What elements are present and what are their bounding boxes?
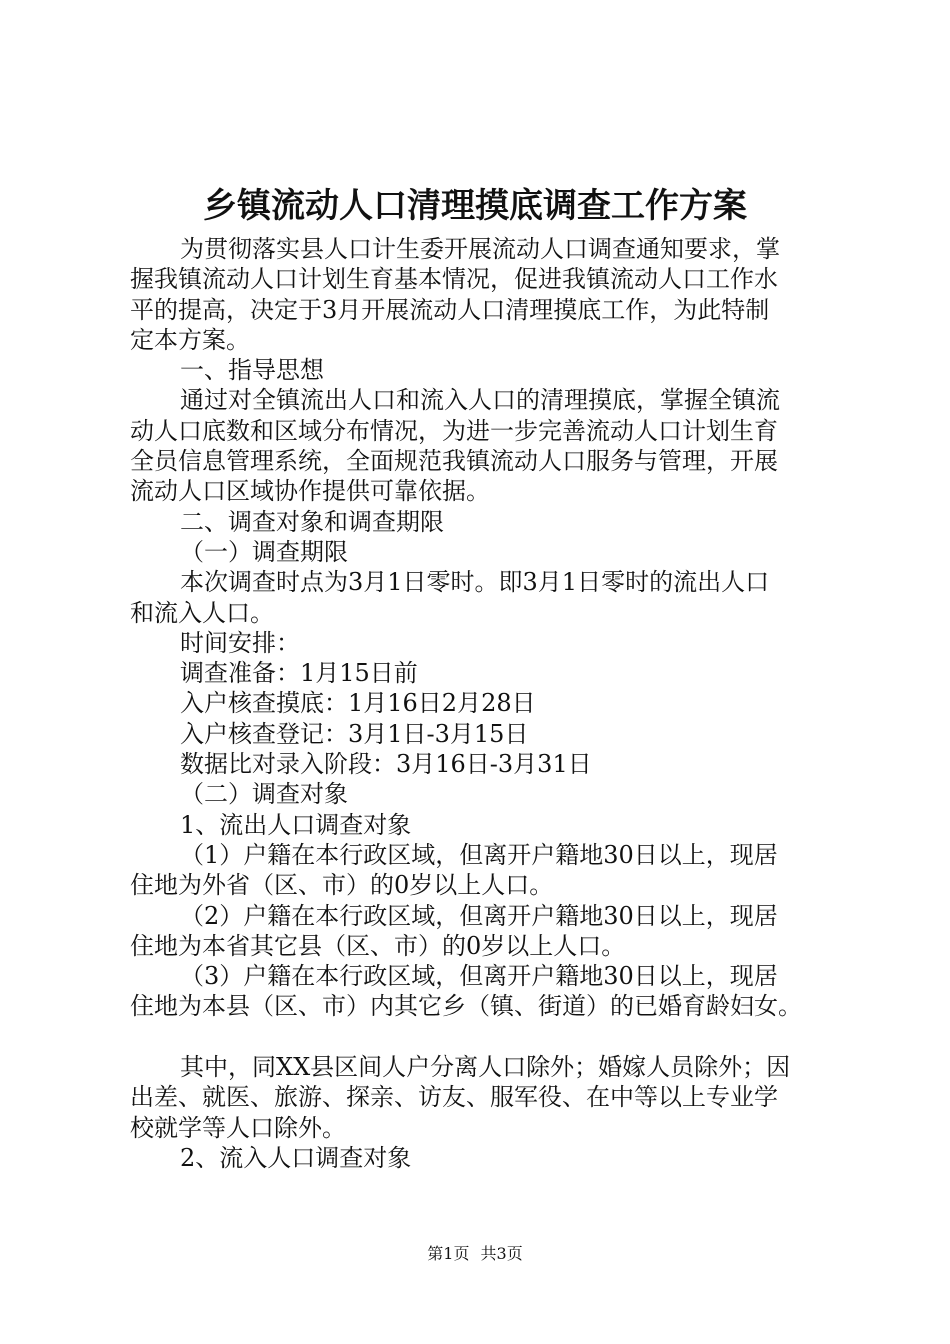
paragraph-line: 住地为本县（区、市）内其它乡（镇、街道）的已婚育龄妇女。 xyxy=(130,992,802,1021)
section-heading: 二、调查对象和调查期限 xyxy=(180,507,444,536)
paragraph-line: 全员信息管理系统，全面规范我镇流动人口服务与管理，开展 xyxy=(130,447,778,476)
page-number: 第1页 xyxy=(427,1244,470,1263)
paragraph-line: （1）户籍在本行政区域，但离开户籍地30日以上，现居 xyxy=(180,840,778,869)
item-heading: 2、流入人口调查对象 xyxy=(180,1143,412,1172)
schedule-item: 数据比对录入阶段：3月16日-3月31日 xyxy=(180,750,592,779)
paragraph-line: 和流入人口。 xyxy=(130,598,274,627)
paragraph-line: 住地为外省（区、市）的0岁以上人口。 xyxy=(130,871,554,900)
paragraph-line: 握我镇流动人口计划生育基本情况，促进我镇流动人口工作水 xyxy=(130,265,778,294)
paragraph-line: 住地为本省其它县（区、市）的0岁以上人口。 xyxy=(130,931,626,960)
paragraph-line: 定本方案。 xyxy=(130,325,250,354)
schedule-item: 入户核查摸底：1月16日2月28日 xyxy=(180,689,536,718)
subsection-heading: （二）调查对象 xyxy=(180,780,348,809)
paragraph-line: 平的提高，决定于3月开展流动人口清理摸底工作，为此特制 xyxy=(130,295,770,324)
schedule-item: 调查准备：1月15日前 xyxy=(180,659,418,688)
paragraph-line: 时间安排： xyxy=(180,628,300,657)
section-heading: 一、指导思想 xyxy=(180,356,324,385)
paragraph-line: 校就学等人口除外。 xyxy=(130,1113,346,1142)
paragraph-line: 为贯彻落实县人口计生委开展流动人口调查通知要求，掌 xyxy=(180,235,780,263)
paragraph-line: （3）户籍在本行政区域，但离开户籍地30日以上，现居 xyxy=(180,962,778,991)
paragraph-line: 其中，同XX县区间人户分离人口除外；婚嫁人员除外；因 xyxy=(180,1053,791,1082)
subsection-heading: （一）调查期限 xyxy=(180,537,348,566)
paragraph-line: 通过对全镇流出人口和流入人口的清理摸底，掌握全镇流 xyxy=(180,386,780,415)
document-body xyxy=(130,234,835,1173)
paragraph-line: 本次调查时点为3月1日零时。即3月1日零时的流出人口 xyxy=(180,568,770,597)
schedule-item: 入户核查登记：3月1日-3月15日 xyxy=(180,719,529,748)
paragraph-line: 动人口底数和区域分布情况，为进一步完善流动人口计划生育 xyxy=(130,416,778,445)
paragraph-line: （2）户籍在本行政区域，但离开户籍地30日以上，现居 xyxy=(180,901,778,930)
document-title: 乡镇流动人口清理摸底调查工作方案 xyxy=(203,186,747,226)
item-heading: 1、流出人口调查对象 xyxy=(180,810,412,839)
blank-line xyxy=(130,1022,835,1052)
page-footer xyxy=(0,1243,950,1265)
paragraph-line: 流动人口区域协作提供可靠依据。 xyxy=(130,477,490,506)
page-total: 共3页 xyxy=(480,1244,523,1263)
paragraph-line: 出差、就医、旅游、探亲、访友、服军役、在中等以上专业学 xyxy=(130,1083,778,1112)
